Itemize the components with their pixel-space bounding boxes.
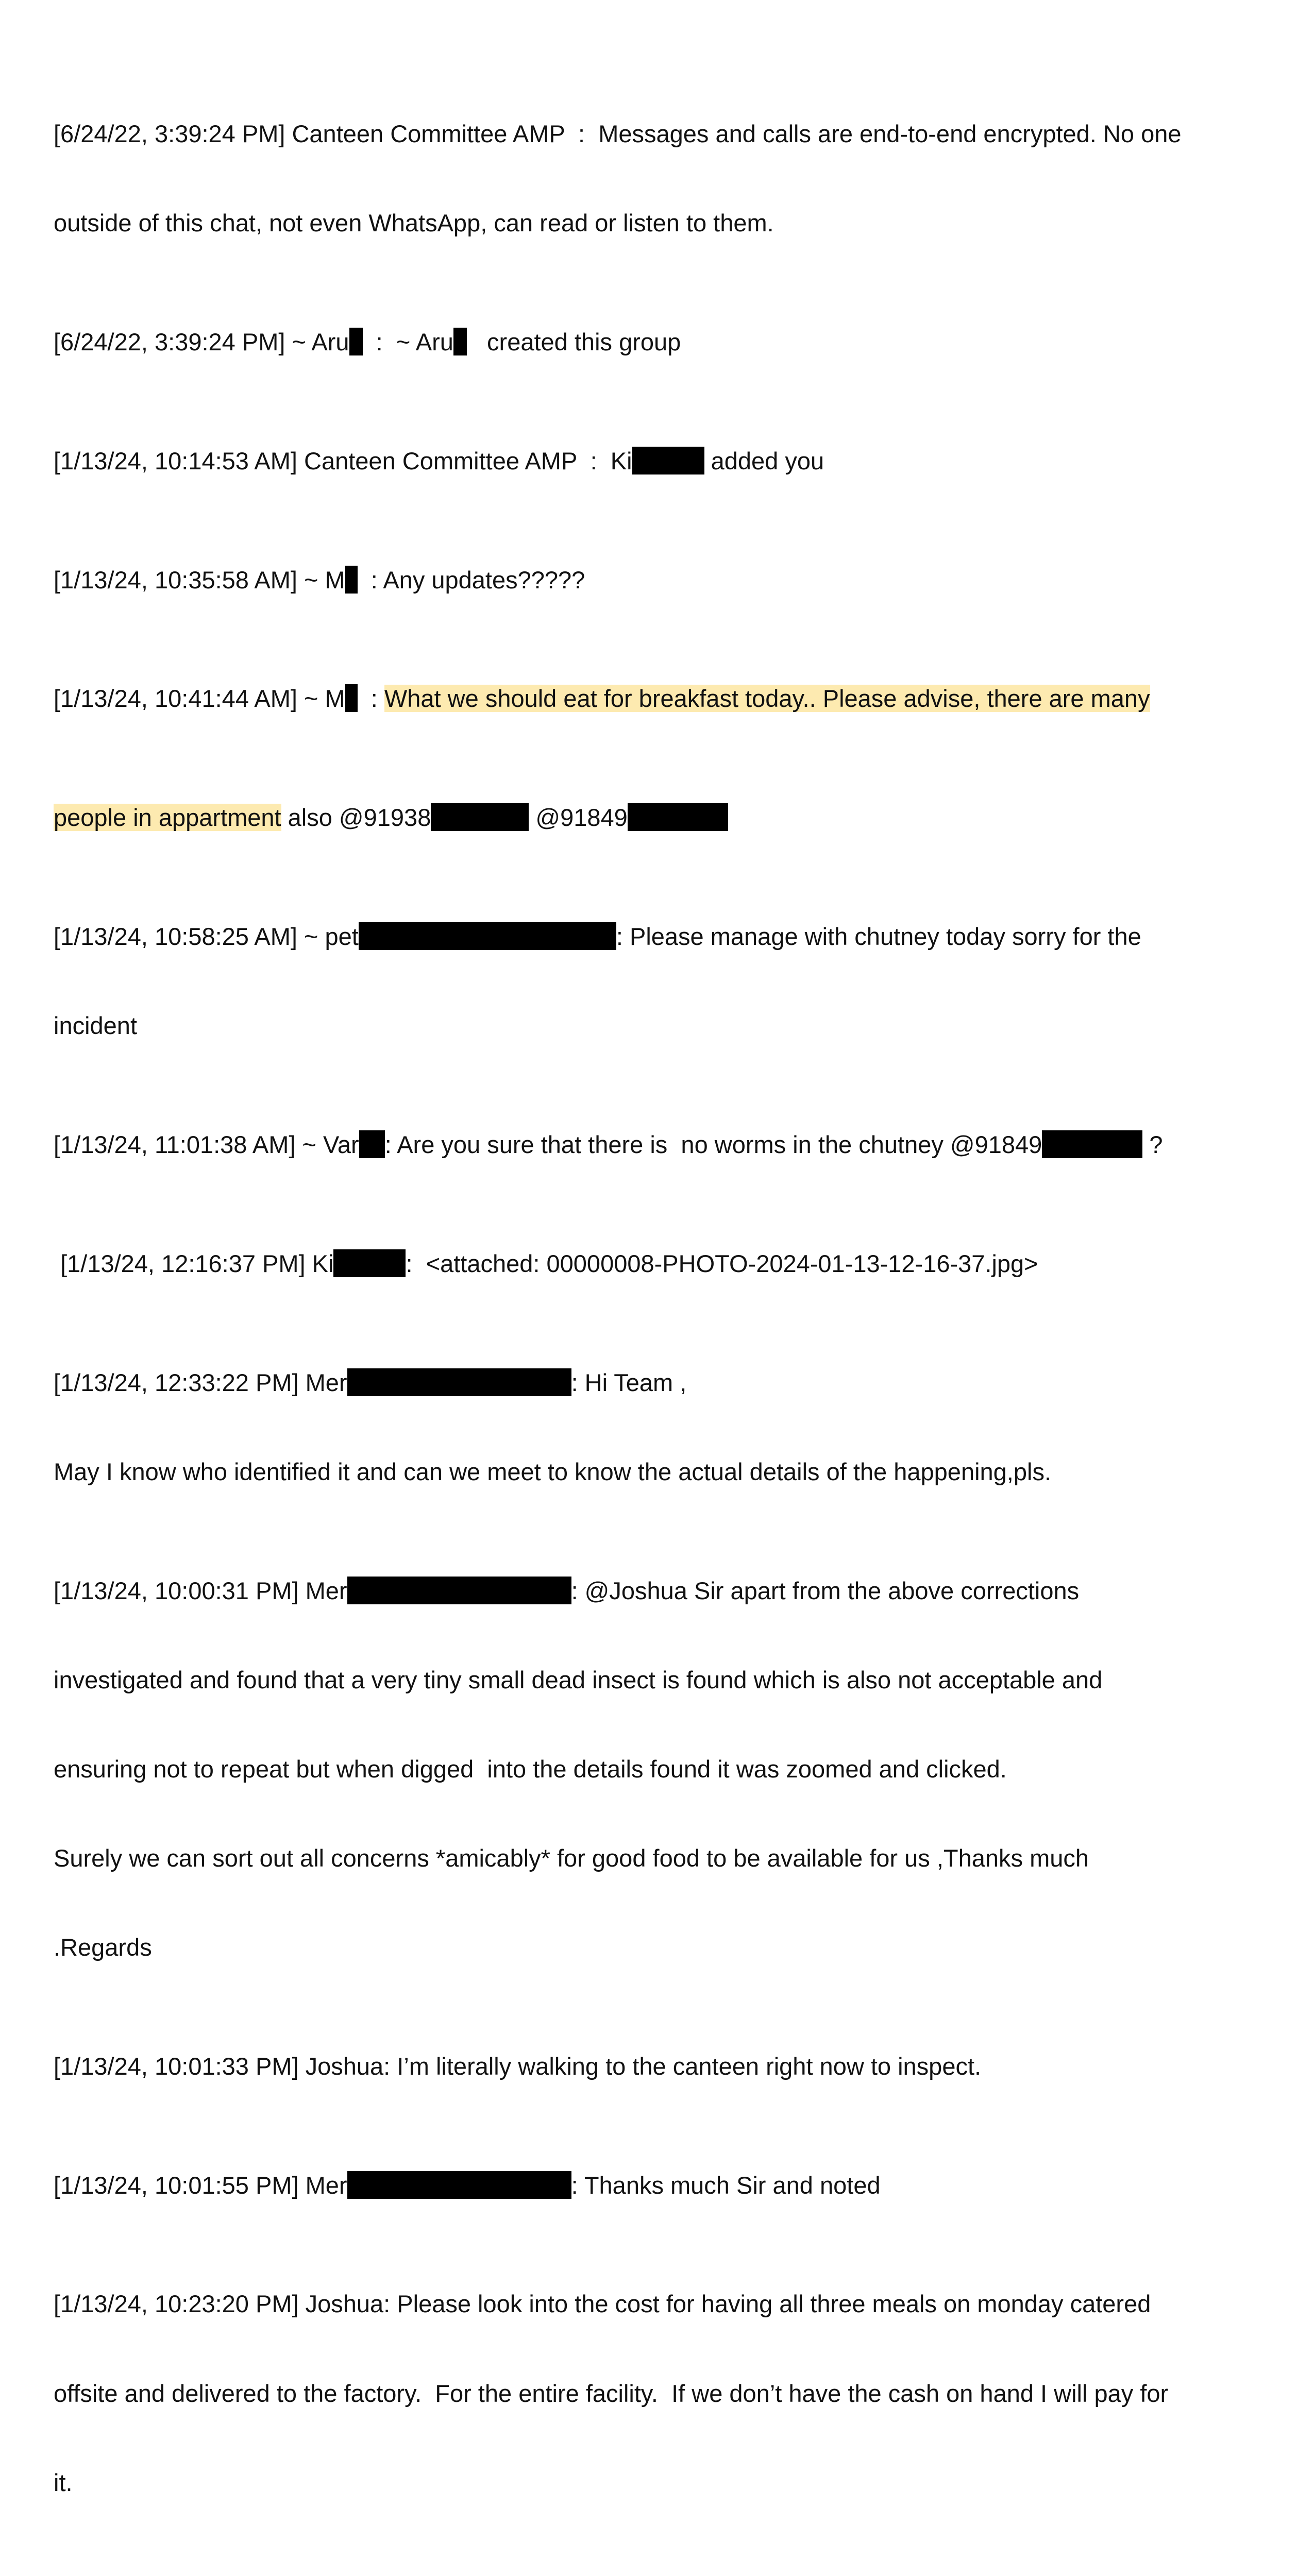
redaction-block xyxy=(359,1130,385,1158)
highlighted-text: people in appartment xyxy=(54,804,281,832)
chat-message-continuation: ensuring not to repeat but when digged into the details found it was zoomed and clicked. xyxy=(54,1755,1007,1783)
redaction-block xyxy=(349,328,363,355)
redaction-block xyxy=(431,803,529,831)
redaction-block xyxy=(453,328,467,355)
redaction-block xyxy=(632,447,704,474)
redaction-block xyxy=(333,1249,406,1277)
chat-message: [1/13/24, 10:41:44 AM] ~ M : What we should eat for breakfast today.. Please advise, there are many xyxy=(54,685,1150,713)
chat-message-continuation: offsite and delivered to the factory. For the entire facility. If we don’t have the cash on hand I will pay for xyxy=(54,2379,1169,2407)
chat-message-continuation: May I know who identified it and can we meet to know the actual details of the happening,pls. xyxy=(54,1458,1051,1485)
chat-message: [1/13/24, 10:35:58 AM] ~ M : Any updates????? xyxy=(54,566,585,594)
redaction-block xyxy=(628,803,728,831)
highlighted-text: What we should eat for breakfast today.. Please advise, there are many xyxy=(384,685,1150,713)
chat-message: [1/13/24, 11:01:38 AM] ~ Var : Are you sure that there is no worms in the chutney @91849 ? xyxy=(54,1131,1163,1159)
chat-message-continuation: it. xyxy=(54,2468,73,2496)
chat-message-continuation: investigated and found that a very tiny small dead insect is found which is also not acceptable and xyxy=(54,1666,1103,1693)
chat-message: [1/13/24, 10:00:31 PM] Mer : @Joshua Sir apart from the above corrections xyxy=(54,1577,1080,1604)
chat-message: [1/13/24, 10:58:25 AM] ~ pet : Please manage with chutney today sorry for the xyxy=(54,923,1141,951)
chat-message-continuation: incident xyxy=(54,1012,137,1040)
redaction-block xyxy=(347,1368,571,1396)
chat-message-continuation: .Regards xyxy=(54,1934,152,1961)
redaction-block xyxy=(359,922,616,950)
chat-message-continuation: Surely we can sort out all concerns *amicably* for good food to be available for us ,Thanks much xyxy=(54,1844,1089,1872)
chat-message: [1/13/24, 12:33:22 PM] Mer : Hi Team , xyxy=(54,1368,687,1396)
chat-message: [1/13/24, 12:16:37 PM] Ki : <attached: 00000008-PHOTO-2024-01-13-12-16-37.jpg> xyxy=(54,1249,1038,1277)
chat-message-continuation: people in appartment also @91938 @91849 xyxy=(54,803,1270,833)
chat-message: [1/13/24, 10:23:20 PM] Joshua: Please look into the cost for having all three meals on monday catered xyxy=(54,2290,1151,2318)
redaction-block xyxy=(347,2171,571,2199)
redaction-block xyxy=(345,566,358,594)
chat-transcript xyxy=(54,30,1270,2576)
chat-message: [1/13/24, 10:01:33 PM] Joshua: I’m literally walking to the canteen right now to inspect. xyxy=(54,2052,982,2080)
system-message-line: outside of this chat, not even WhatsApp, can read or listen to them. xyxy=(54,209,774,237)
chat-message: [1/13/24, 10:01:55 PM] Mer : Thanks much Sir and noted xyxy=(54,2171,881,2199)
group-created-line: [6/24/22, 3:39:24 PM] ~ Aru : ~ Aru created this group xyxy=(54,328,681,356)
redaction-block xyxy=(345,684,358,712)
redaction-block xyxy=(347,1577,571,1604)
member-added-line: [1/13/24, 10:14:53 AM] Canteen Committee AMP : Ki added you xyxy=(54,447,824,474)
redaction-block xyxy=(1042,1130,1142,1158)
system-message-line: [6/24/22, 3:39:24 PM] Canteen Committee AMP : Messages and calls are end-to-end encrypted. No one xyxy=(54,120,1182,148)
